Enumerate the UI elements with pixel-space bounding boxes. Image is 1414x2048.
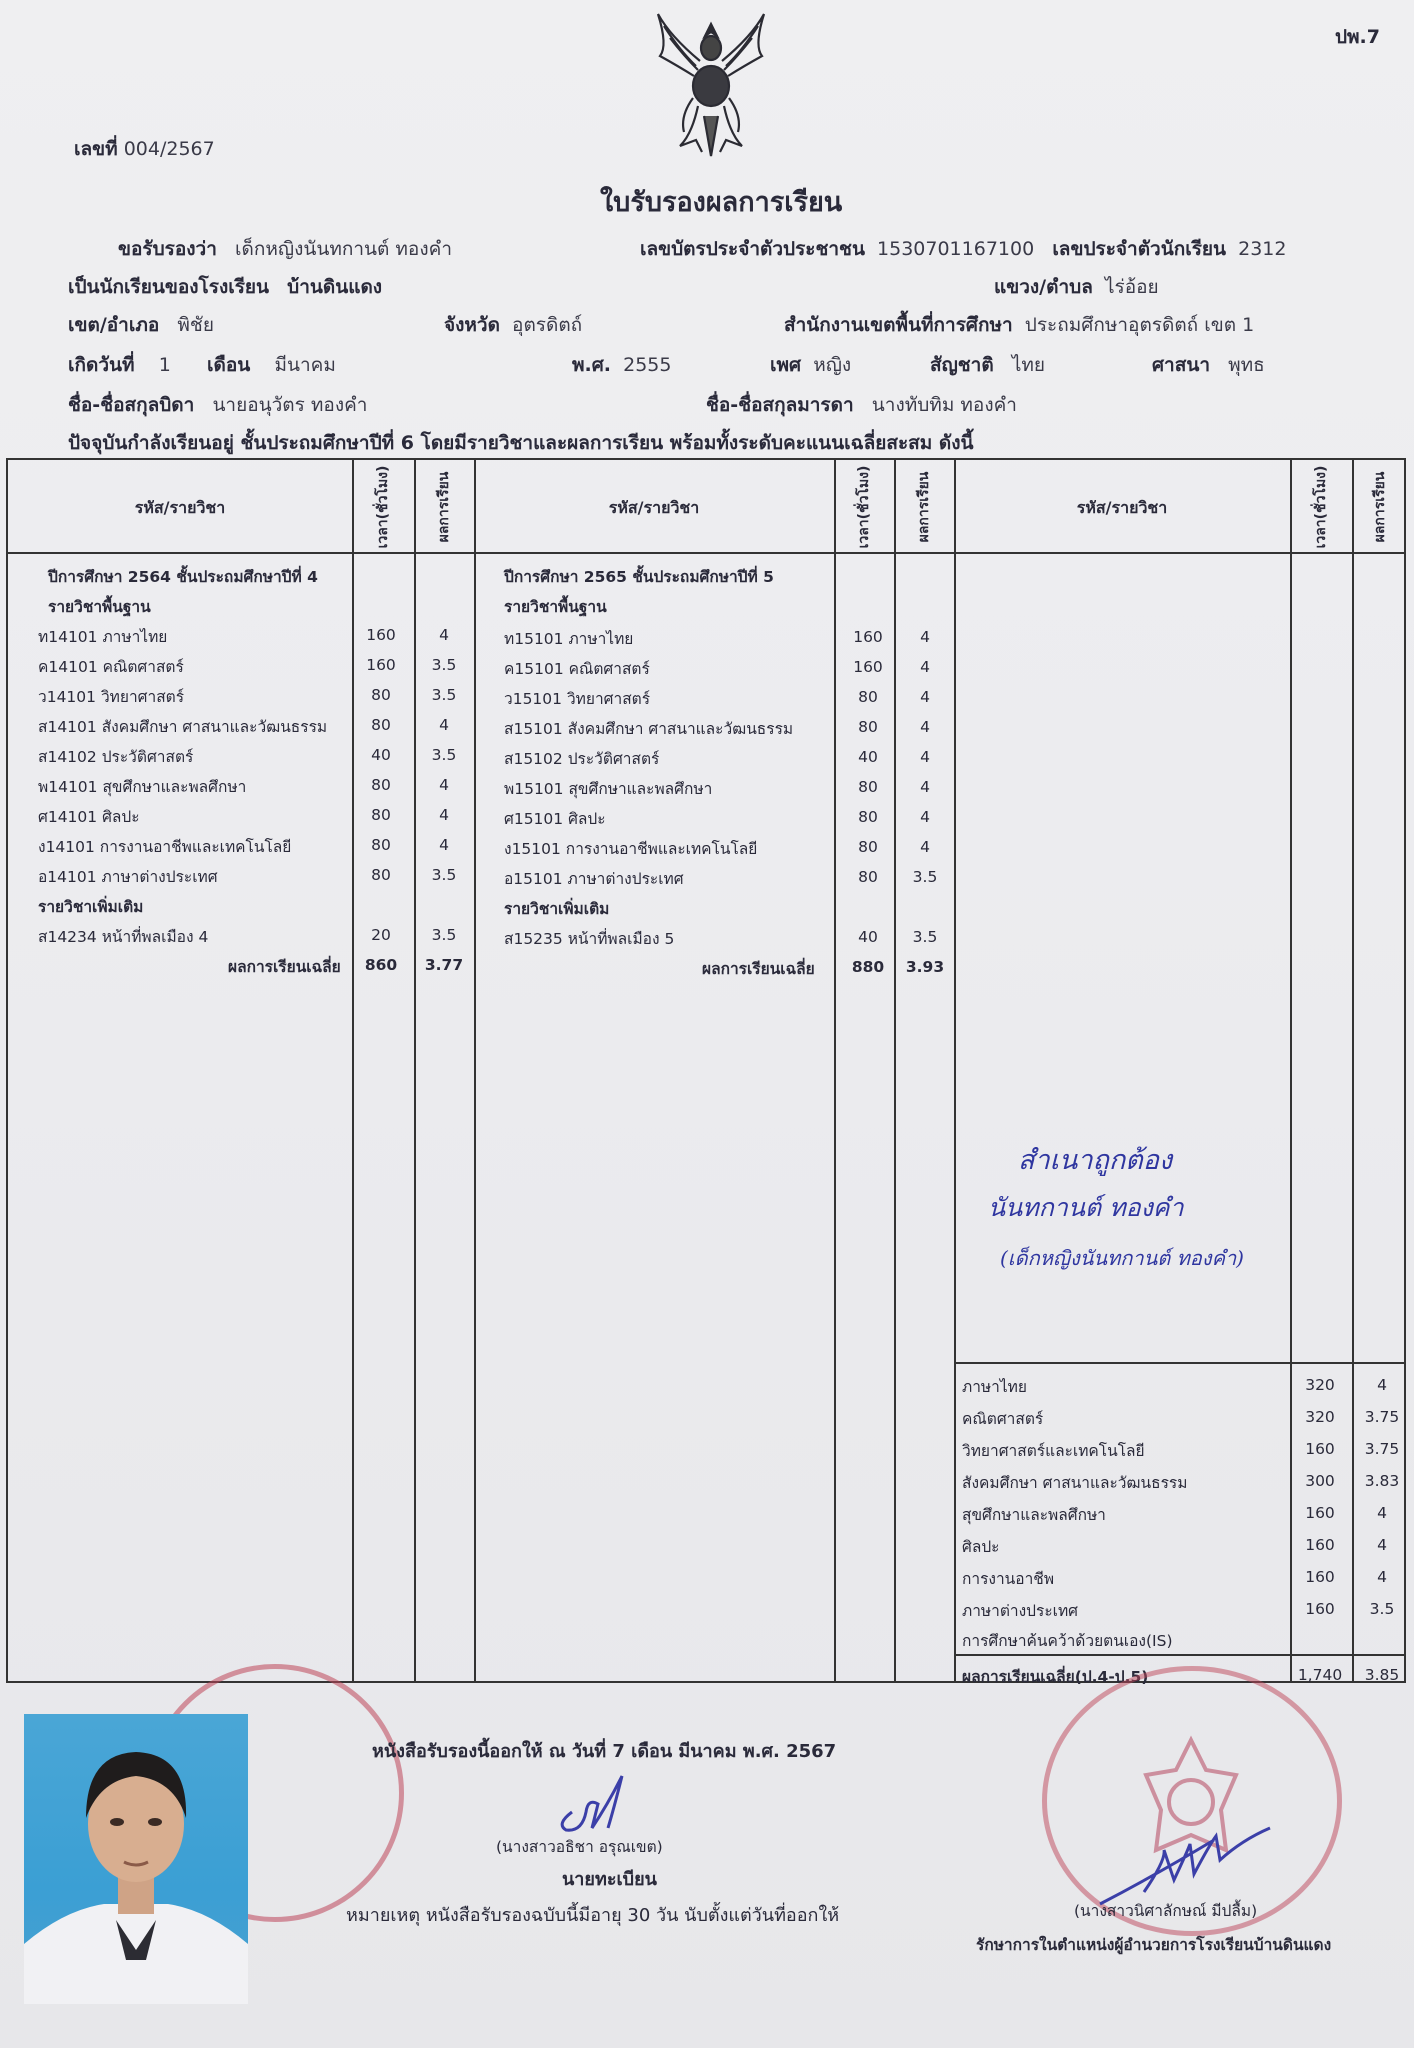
mother-value: นางทับทิม ทองคำ [871,394,1017,416]
header-grade-2: ผลการเรียน [916,471,932,543]
issue-statement: หนังสือรับรองนี้ออกให้ ณ วันที่ 7 เดือน มีนาคม พ.ศ. 2567 [372,1741,837,1762]
summary-row: วิทยาศาสตร์และเทคโนโลยี [962,1442,1145,1460]
table-cell-grade: 4 [920,838,930,856]
table-cell-hours: 80 [371,806,391,824]
page-title: ใบรับรองผลการเรียน [600,187,843,218]
area-office-value: ประถมศึกษาอุตรดิตถ์ เขต 1 [1024,314,1255,336]
year1-heading: ปีการศึกษา 2564 ชั้นประถมศึกษาปีที่ 4 [48,568,318,586]
info-mother [706,390,1017,420]
garuda-emblem-icon [650,6,772,162]
province-value: อุตรดิตถ์ [512,314,583,336]
subdistrict-value: ไร่อ้อย [1104,276,1159,298]
father-label: ชื่อ-ชื่อสกุลบิดา [68,394,195,416]
table-cell-hours: 80 [858,688,878,706]
header-subject-1: รหัส/รายวิชา [134,498,226,517]
table-row: ค15101 คณิตศาสตร์ [504,660,650,678]
birth-year-value: 2555 [623,354,672,376]
province-label: จังหวัด [444,314,500,336]
summary-hours: 320 [1305,1408,1335,1426]
id-card-label: เลขบัตรประจำตัวประชาชน [640,238,865,260]
birth-month-label: เดือน [207,354,251,376]
info-sex [770,350,851,380]
district-label: เขต/อำเภอ [68,314,160,336]
school-label: เป็นนักเรียนของโรงเรียน [68,276,270,298]
subdistrict-label: แขวง/ตำบล [994,276,1093,298]
table-cell-hours: 80 [371,686,391,704]
school-value: บ้านดินแดง [287,276,383,298]
info-area-office [784,310,1254,340]
table-cell-grade: 4 [920,688,930,706]
table-row: ง14101 การงานอาชีพและเทคโนโลยี [38,838,292,856]
student-photo [24,1714,248,2004]
table-row: ค14101 คณิตศาสตร์ [38,658,184,676]
director-signature-icon [1094,1820,1274,1910]
table-cell-grade: 3.5 [431,656,457,674]
birth-year-label: พ.ศ. [572,354,612,376]
summary-hours: 320 [1305,1376,1335,1394]
transcript-table [6,458,1406,1686]
year2-basic-label: รายวิชาพื้นฐาน [504,598,607,616]
summary-total-hours: 1,740 [1297,1666,1343,1684]
summary-row: ภาษาไทย [962,1378,1027,1396]
doc-number-label: เลขที่ [74,138,118,160]
year2-avg-label: ผลการเรียนเฉลี่ย [702,960,815,978]
validity-note: หมายเหตุ หนังสือรับรองฉบับนี้มีอายุ 30 วัน นับตั้งแต่วันที่ออกให้ [346,1905,840,1926]
doc-number [74,134,215,164]
info-birth-year [572,350,671,380]
table-cell-hours: 80 [371,776,391,794]
statement: ปัจจุบันกำลังเรียนอยู่ ชั้นประถมศึกษาปีที่ 6 โดยมีรายวิชาและผลการเรียน พร้อมทั้งระดับคะแนนเฉลี่ยสะสม ดังนี้ [68,432,974,454]
header-grade-3: ผลการเรียน [1372,471,1388,543]
table-cell-hours: 80 [858,808,878,826]
summary-total-grade: 3.85 [1364,1666,1400,1684]
table-cell-hours: 80 [858,838,878,856]
id-card-value: 1530701167100 [877,238,1035,260]
table-cell-grade: 4 [439,776,449,794]
summary-hours: 160 [1305,1536,1335,1554]
birth-day-label: เกิดวันที่ [68,354,135,376]
district-value: พิชัย [177,314,214,336]
table-cell-hours: 80 [858,718,878,736]
table-cell-grade: 4 [920,628,930,646]
table-row: ส14234 หน้าที่พลเมือง 4 [38,928,209,946]
table-row: ว15101 วิทยาศาสตร์ [504,690,651,708]
summary-grade: 4 [1377,1504,1387,1522]
year2-avg-grade: 3.93 [905,958,945,976]
summary-grade: 3.5 [1369,1600,1395,1618]
info-father [68,390,367,420]
table-row: ส15102 ประวัติศาสตร์ [504,750,660,768]
table-row: ว14101 วิทยาศาสตร์ [38,688,185,706]
sex-value: หญิง [813,354,852,376]
table-row: ศ15101 ศิลปะ [504,810,606,828]
summary-row: สุขศึกษาและพลศึกษา [962,1506,1106,1524]
table-cell-hours: 40 [858,748,878,766]
sex-label: เพศ [770,354,802,376]
table-row: พ14101 สุขศึกษาและพลศึกษา [38,778,247,796]
summary-hours: 160 [1305,1568,1335,1586]
year2-avg-hours: 880 [851,958,885,976]
table-cell-hours: 80 [371,866,391,884]
table-row: อ14101 ภาษาต่างประเทศ [38,868,218,886]
summary-grade: 3.75 [1364,1440,1400,1458]
birth-month-value: มีนาคม [274,354,336,376]
registrar-name: (นางสาวอธิชา อรุณเขต) [496,1838,663,1856]
info-nationality [930,350,1045,380]
summary-grade: 3.83 [1364,1472,1400,1490]
year1-avg-hours: 860 [364,956,398,974]
header-grade-1: ผลการเรียน [436,471,452,543]
summary-hours: 160 [1305,1504,1335,1522]
religion-value: พุทธ [1228,354,1265,376]
table-cell-grade: 4 [920,718,930,736]
summary-hours: 160 [1305,1600,1335,1618]
table-row: อ15101 ภาษาต่างประเทศ [504,870,684,888]
header-subject-2: รหัส/รายวิชา [608,498,700,517]
table-cell-hours: 40 [858,928,878,946]
info-id-card [640,234,1286,264]
table-cell-grade: 3.5 [912,928,938,946]
birth-day-value: 1 [158,354,171,376]
table-cell-grade: 3.5 [431,746,457,764]
student-portrait-icon [24,1714,248,2004]
director-name: (นางสาวนิศาลักษณ์ มีปลื้ม) [1074,1902,1258,1920]
table-cell-hours: 160 [366,656,396,674]
handwritten-line-2: นันทกานต์ ทองคำ [988,1193,1184,1222]
mother-label: ชื่อ-ชื่อสกุลมารดา [706,394,854,416]
summary-row: ภาษาต่างประเทศ [962,1602,1079,1620]
info-subdistrict [994,272,1159,302]
table-cell-grade: 4 [920,778,930,796]
summary-hours: 300 [1305,1472,1335,1490]
summary-grade: 4 [1377,1376,1387,1394]
table-cell-hours: 80 [371,716,391,734]
form-code: ปพ.7 [1334,26,1380,48]
table-row: ท14101 ภาษาไทย [38,628,168,646]
table-cell-hours: 160 [366,626,396,644]
summary-row: สังคมศึกษา ศาสนาและวัฒนธรรม [962,1474,1188,1492]
year1-avg-grade: 3.77 [424,956,464,974]
table-cell-grade: 4 [920,808,930,826]
year1-basic-label: รายวิชาพื้นฐาน [48,598,151,616]
religion-label: ศาสนา [1152,354,1210,376]
table-row: พ15101 สุขศึกษาและพลศึกษา [504,780,713,798]
registrar-title: นายทะเบียน [562,1869,657,1890]
nationality-value: ไทย [1011,354,1046,376]
table-row: ส14101 สังคมศึกษา ศาสนาและวัฒนธรรม [38,718,328,736]
handwritten-line-3: (เด็กหญิงนันทกานต์ ทองคำ) [1000,1246,1244,1270]
table-cell-hours: 160 [853,658,883,676]
handwritten-line-1: สำเนาถูกต้อง [1018,1145,1173,1176]
table-row: ง15101 การงานอาชีพและเทคโนโลยี [504,840,758,858]
table-cell-grade: 4 [439,806,449,824]
table-cell-grade: 4 [439,716,449,734]
table-row: ส14102 ประวัติศาสตร์ [38,748,194,766]
student-id-value: 2312 [1238,238,1287,260]
summary-grade: 3.75 [1364,1408,1400,1426]
table-cell-hours: 80 [858,778,878,796]
summary-row: ศิลปะ [962,1538,1000,1556]
summary-hours: 160 [1305,1440,1335,1458]
summary-grade: 4 [1377,1568,1387,1586]
table-row: ส15101 สังคมศึกษา ศาสนาและวัฒนธรรม [504,720,794,738]
certify-label: ขอรับรองว่า [118,238,217,260]
table-cell-grade: 4 [920,748,930,766]
table-cell-hours: 80 [371,836,391,854]
info-line-2 [68,272,382,302]
year2-heading: ปีการศึกษา 2565 ชั้นประถมศึกษาปีที่ 5 [504,568,774,586]
summary-grade: 4 [1377,1536,1387,1554]
year1-avg-label: ผลการเรียนเฉลี่ย [228,958,341,976]
table-cell-grade: 4 [439,626,449,644]
table-cell-hours: 160 [853,628,883,646]
table-cell-grade: 3.5 [912,868,938,886]
summary-row: การศึกษาค้นคว้าด้วยตนเอง(IS) [962,1632,1173,1650]
info-birth-day [68,350,336,380]
table-cell-hours: 40 [371,746,391,764]
director-title: รักษาการในตำแหน่งผู้อำนวยการโรงเรียนบ้านดินแดง [976,1936,1332,1954]
table-row: ส15235 หน้าที่พลเมือง 5 [504,930,675,948]
info-province [444,310,582,340]
table-cell-hours: 80 [858,868,878,886]
table-cell-grade: 3.5 [431,866,457,884]
summary-total-label: ผลการเรียนเฉลี่ย(ป.4-ป.5) [962,1668,1149,1686]
table-row: ศ14101 ศิลปะ [38,808,140,826]
info-district [68,310,214,340]
year2-extra-label: รายวิชาเพิ่มเติม [504,900,610,918]
table-cell-grade: 4 [439,836,449,854]
table-cell-hours: 20 [371,926,391,944]
header-hours-1: เวลา(ชั่วโมง) [375,465,391,549]
info-religion [1152,350,1265,380]
info-line-1 [118,234,452,264]
year1-extra-label: รายวิชาเพิ่มเติม [38,898,144,916]
header-hours-2: เวลา(ชั่วโมง) [856,465,872,549]
table-cell-grade: 4 [920,658,930,676]
father-value: นายอนุวัตร ทองคำ [212,394,368,416]
header-subject-3: รหัส/รายวิชา [1076,498,1168,517]
table-row: ท15101 ภาษาไทย [504,630,634,648]
table-cell-grade: 3.5 [431,686,457,704]
student-name: เด็กหญิงนันทกานต์ ทองคำ [235,238,452,260]
registrar-signature-icon [552,1768,642,1834]
area-office-label: สำนักงานเขตพื้นที่การศึกษา [784,314,1013,336]
summary-row: คณิตศาสตร์ [962,1410,1044,1428]
nationality-label: สัญชาติ [930,354,994,376]
student-id-label: เลขประจำตัวนักเรียน [1052,238,1227,260]
summary-row: การงานอาชีพ [962,1570,1055,1588]
header-hours-3: เวลา(ชั่วโมง) [1313,465,1329,549]
table-cell-grade: 3.5 [431,926,457,944]
doc-number-value: 004/2567 [123,138,215,160]
